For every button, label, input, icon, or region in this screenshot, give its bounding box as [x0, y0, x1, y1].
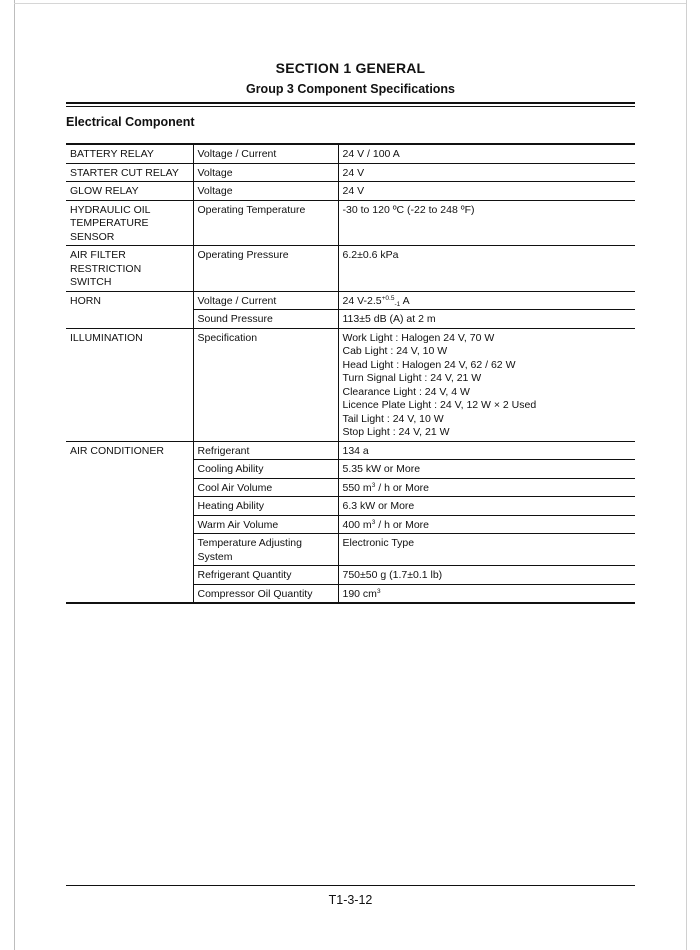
spec-cell [338, 515, 635, 534]
spec-cell [338, 478, 635, 497]
table-row [66, 460, 635, 479]
component-cell: HORN [70, 294, 101, 307]
subheading: Electrical Component [66, 115, 195, 129]
table-row [66, 163, 635, 182]
spec-cell: 113±5 dB (A) at 2 m [338, 310, 635, 329]
spec-cell: Electronic Type [338, 534, 635, 566]
table-row [66, 182, 635, 201]
component-cell-empty [66, 478, 193, 497]
item-line: System [197, 550, 233, 563]
table-row [66, 144, 635, 163]
item-cell: Specification [193, 328, 338, 441]
page-left-edge [14, 0, 15, 950]
section-title: SECTION 1 GENERAL [275, 60, 426, 76]
footer-rule [66, 885, 635, 886]
page-number: T1-3-12 [328, 893, 373, 907]
spec-line: Stop Light : 24 V, 21 W [342, 426, 450, 438]
component-cell-empty [66, 515, 193, 534]
item-cell: Cooling Ability [193, 460, 338, 479]
spec-subscript: -1 [394, 300, 401, 308]
table-row [66, 584, 635, 603]
item-cell: Refrigerant Quantity [193, 566, 338, 585]
spec-cell: 6.3 kW or More [338, 497, 635, 516]
component-cell: ILLUMINATION [66, 328, 193, 441]
item-cell: Refrigerant [193, 441, 338, 460]
spec-cell: 134 a [338, 441, 635, 460]
group-title: Group 3 Component Specifications [245, 82, 456, 96]
item-cell: Voltage / Current [193, 144, 338, 163]
table-row [66, 246, 635, 292]
table-row [66, 310, 635, 329]
item-cell: Sound Pressure [193, 310, 338, 329]
table-row [66, 534, 635, 566]
component-line: AIR FILTER RESTRICTION [70, 249, 142, 275]
spec-cell [338, 291, 635, 310]
component-line: TEMPERATURE SENSOR [70, 217, 149, 243]
spec-line: Licence Plate Light : 24 V, 12 W × 2 Used [342, 399, 537, 411]
spec-text-tail: / h or More [375, 481, 429, 494]
component-cell: BATTERY RELAY [66, 144, 193, 163]
spec-cell: 24 V [338, 163, 635, 182]
spec-text: 190 cm [342, 587, 377, 600]
table-row [66, 566, 635, 585]
spec-line: Tail Light : 24 V, 10 W [342, 412, 444, 425]
spec-line: Head Light : Halogen 24 V, 62 / 62 W [342, 358, 516, 371]
component-cell [66, 200, 193, 246]
table-row [66, 200, 635, 246]
spec-cell: 6.2±0.6 kPa [338, 246, 635, 292]
table-row [66, 328, 635, 441]
table-row [66, 515, 635, 534]
spec-line: Clearance Light : 24 V, 4 W [342, 385, 470, 398]
spec-superscript: +0.5 [381, 294, 395, 302]
spec-superscript: 3 [371, 481, 376, 489]
item-cell: Voltage [193, 163, 338, 182]
spec-text: 24 V-2.5 [342, 294, 382, 307]
item-cell: Operating Temperature [193, 200, 338, 246]
spec-cell [338, 584, 635, 603]
component-cell: STARTER CUT RELAY [66, 163, 193, 182]
item-cell: Compressor Oil Quantity [193, 584, 338, 603]
spec-text-tail: / h or More [375, 518, 429, 531]
table-row [66, 478, 635, 497]
component-line: SWITCH [70, 276, 112, 288]
spec-line: Turn Signal Light : 24 V, 21 W [342, 372, 482, 384]
spec-cell: 5.35 kW or More [338, 460, 635, 479]
table-row [66, 441, 635, 460]
item-cell: Warm Air Volume [193, 515, 338, 534]
spec-line: Work Light : Halogen 24 V, 70 W [342, 331, 495, 344]
table-row [66, 291, 635, 310]
component-cell-empty [66, 460, 193, 479]
component-cell-empty [66, 584, 193, 603]
spec-text: 550 m [342, 481, 372, 494]
spec-cell: 24 V [338, 182, 635, 201]
component-cell: GLOW RELAY [66, 182, 193, 201]
item-cell: Cool Air Volume [193, 478, 338, 497]
item-cell: Operating Pressure [193, 246, 338, 292]
item-cell [193, 534, 338, 566]
page-right-edge [686, 0, 687, 950]
spec-superscript: 3 [376, 587, 381, 595]
component-cell-empty [66, 534, 193, 566]
component-cell: AIR CONDITIONER [70, 444, 164, 457]
component-cell-empty [66, 566, 193, 585]
spec-cell [338, 328, 635, 441]
component-cell-empty [66, 497, 193, 516]
component-cell-empty [66, 310, 193, 329]
item-cell: Voltage / Current [193, 291, 338, 310]
spec-cell: 24 V / 100 A [338, 144, 635, 163]
spec-text-tail: A [400, 294, 410, 307]
spec-table [66, 143, 635, 604]
spec-line: Cab Light : 24 V, 10 W [342, 345, 448, 357]
page-top-edge [14, 3, 686, 4]
header-rule-thick [66, 102, 635, 104]
item-cell: Heating Ability [193, 497, 338, 516]
component-line: HYDRAULIC OIL [70, 203, 151, 216]
spec-text: 400 m [342, 518, 372, 531]
header-rule-thin [66, 106, 635, 107]
spec-superscript: 3 [371, 518, 376, 526]
item-cell: Voltage [193, 182, 338, 201]
item-line: Temperature Adjusting [197, 537, 302, 549]
table-row [66, 497, 635, 516]
component-cell [66, 246, 193, 292]
spec-cell: 750±50 g (1.7±0.1 lb) [338, 566, 635, 585]
spec-cell: -30 to 120 ºC (-22 to 248 ºF) [338, 200, 635, 246]
